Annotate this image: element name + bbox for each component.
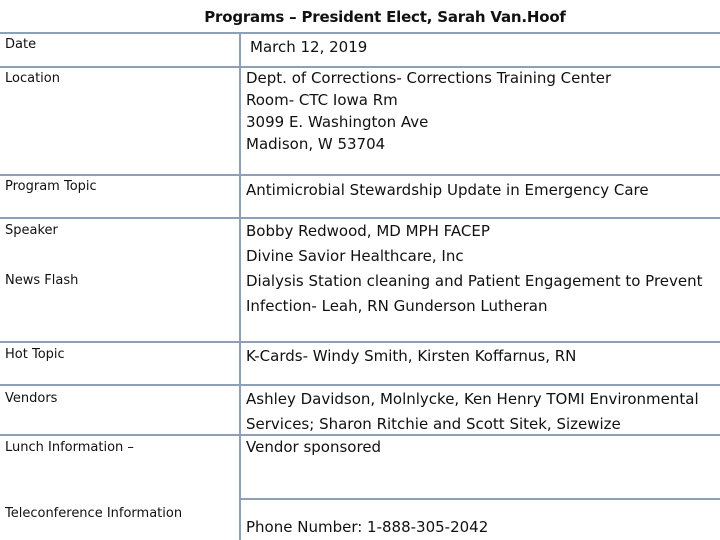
row-divider bbox=[0, 384, 720, 386]
column-divider bbox=[239, 32, 241, 540]
location-label: Location bbox=[5, 71, 60, 86]
news-flash-line: Dialysis Station cleaning and Patient Engagement to Prevent bbox=[246, 272, 703, 290]
program-topic-value: Antimicrobial Stewardship Update in Emergency Care bbox=[246, 181, 649, 199]
news-flash-label: News Flash bbox=[5, 273, 79, 288]
vendors-line: Ashley Davidson, Molnlycke, Ken Henry TOMI Environmental bbox=[246, 390, 699, 408]
location-value bbox=[246, 67, 611, 155]
teleconference-value: Phone Number: 1-888-305-2042 bbox=[246, 518, 489, 536]
vendors-label: Vendors bbox=[5, 391, 58, 406]
lunch-label: Lunch Information – bbox=[5, 440, 134, 455]
location-line: 3099 E. Washington Ave bbox=[246, 113, 429, 131]
speaker-line: Divine Savior Healthcare, Inc bbox=[246, 247, 464, 265]
news-flash-line: Infection- Leah, RN Gunderson Lutheran bbox=[246, 297, 548, 315]
program-topic-label: Program Topic bbox=[5, 179, 97, 194]
speaker-line: Bobby Redwood, MD MPH FACEP bbox=[246, 222, 490, 240]
row-divider bbox=[0, 174, 720, 176]
row-divider bbox=[0, 341, 720, 343]
location-line: Madison, W 53704 bbox=[246, 135, 386, 153]
lunch-value: Vendor sponsored bbox=[246, 438, 382, 456]
location-line: Dept. of Corrections- Corrections Training Center bbox=[246, 69, 612, 87]
row-divider bbox=[240, 498, 720, 500]
vendors-value bbox=[246, 387, 699, 437]
date-label: Date bbox=[5, 37, 37, 52]
date-value: March 12, 2019 bbox=[250, 38, 368, 56]
hot-topic-value: K-Cards- Windy Smith, Kirsten Koffarnus, RN bbox=[246, 347, 577, 365]
news-flash-value bbox=[246, 269, 703, 319]
vendors-line: Services; Sharon Ritchie and Scott Sitek, Sizewize bbox=[246, 415, 621, 433]
hot-topic-label: Hot Topic bbox=[5, 347, 65, 362]
table-border-top bbox=[0, 32, 720, 34]
page-title: Programs – President Elect, Sarah Van.Hoof bbox=[204, 8, 566, 26]
teleconference-label: Teleconference Information bbox=[5, 506, 183, 521]
speaker-label: Speaker bbox=[5, 223, 58, 238]
speaker-value bbox=[246, 219, 490, 269]
location-line: Room- CTC Iowa Rm bbox=[246, 91, 398, 109]
